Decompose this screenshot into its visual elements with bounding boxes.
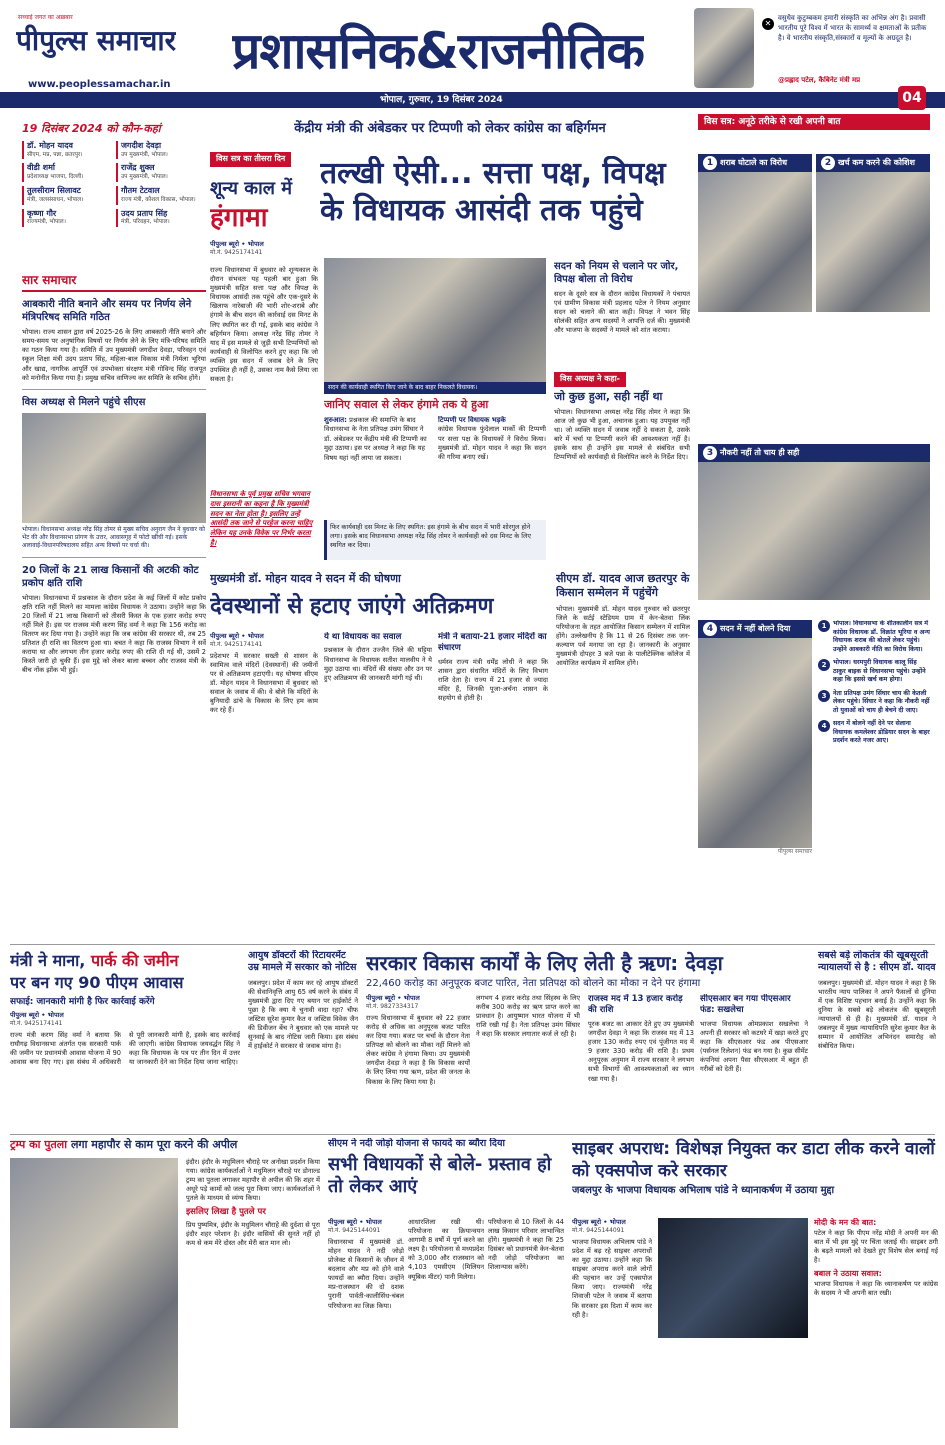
calendar-place: राज्यमंत्री, भोपाल।: [27, 219, 66, 226]
calendar-entry: [22, 163, 112, 182]
liquor-protest-photo: [698, 172, 812, 312]
photo-1-title: शराब घोटाले का विरोध: [720, 158, 788, 167]
loan-byline: पीपुल्स ब्यूरो • भोपाल: [366, 994, 420, 1002]
calendar-entry: [116, 186, 206, 205]
farmers-story: [556, 572, 690, 912]
farmers-headline: सीएम डॉ. यादव आज छतरपुर के किसान सम्मेलन में पहुंचेंगे: [556, 572, 690, 600]
saar-title: सार समाचार: [22, 272, 206, 292]
assembly-photo-caption: सदन की कार्यवाही स्थगित किए जाने के बाद बाहर निकलते विधायक।: [324, 382, 546, 394]
trump-headline-b: लगा महापौर से काम पूरा करने की अपील: [70, 1138, 238, 1151]
quote-author: @प्रह्लाद पटेल, कैबिनेट मंत्री मप्र: [778, 76, 861, 84]
temples-m-title: मंत्री ने बताया-21 हजार मंदिरों का संधारण: [438, 632, 547, 654]
rivers-headline: सभी विधायकों से बोले- प्रस्ताव हो तो लेकर आएं: [328, 1153, 552, 1198]
adjourn-box: फिर कार्यवाही दस मिनट के लिए स्थगित: इस हंगामे के बीच सदन में भारी शोरगुल होने लगा। इसके बाद विधानसभा अध्यक्ष नरेंद्र सिंह तोमर ने कार्यवाही को दस मिनट के लिए स्थगित कर दिया।: [324, 520, 546, 560]
photo-3: [698, 444, 930, 604]
calendar-entry: [22, 141, 112, 160]
side-col: [554, 260, 690, 560]
cji-headline: सबसे बड़े लोकतंत्र की खूबसूरती न्यायालयों से है : सीएम डॉ. यादव: [818, 950, 936, 974]
saar-headline-3: 20 जिलों के 21 लाख किसानों की अटकी कोट प्रकोप क्षति राशि: [22, 564, 199, 589]
calendar-title: 19 दिसंबर 2024 को कौन-कहां: [22, 122, 161, 135]
photo-credit: पीपुल्स समाचार: [777, 848, 812, 855]
cyber-side-title: मोदी के मन की बात:: [814, 1218, 877, 1227]
photo-3-title: नौकरी नहीं तो चाय ही सही: [720, 448, 800, 457]
top-body-copy: राज्य विधानसभा में बुधवार को शून्यकाल के दौरान संभवतः यह पहली बार हुआ कि मुख्यमंत्री सहित सत्ता पक्ष और विपक्ष के विधायक आसंदी तक पहुंचे और एक-दूसरे के खिलाफ नारेबाजी की भारी शोर-शराबे और हंगामे के बीच सदन की कार्रवाई दस मिनट के लिए स्थगित कर दी गई, इसके बाद कांग्रेस ने बहिर्गमन किया। अध्यक्ष नरेंद्र सिंह तोमर ने याद में इस मामले से जुड़ी सभी टिप्पणियों को कार्यवाही से विलोपित करने हुए कहा कि जो व्यक्ति इस सदन में जवाब देने के लिए उपस्थित ही नहीं है, उसका नाम कैसे लिया जा सकता है।: [210, 266, 318, 384]
number-4-icon: 4: [703, 622, 717, 636]
park-h1a: मंत्री ने माना,: [10, 951, 86, 970]
dateline: भोपाल, गुरुवार, 19 दिसंबर 2024: [380, 95, 503, 105]
label-small: विस सत्र का तीसरा दिन: [210, 152, 291, 167]
cji-story: [818, 950, 936, 1130]
photo-note: [818, 659, 930, 685]
speaker-box: [554, 372, 690, 462]
photo-2: [816, 154, 930, 314]
temples-kicker: मुख्यमंत्री डॉ. मोहन यादव ने सदन में की घोषणा: [210, 572, 401, 585]
calendar-entry: [22, 186, 112, 205]
ayush-story: [248, 950, 358, 1130]
masthead-logo[interactable]: पीपुल्स समाचार: [16, 24, 177, 57]
cyber-byline: पीपुल्स ब्यूरो • भोपाल: [572, 1218, 626, 1226]
rivers-col3: परियोजना से 10 जिलों के 44 लाख किसान परिवार लाभान्वित होंगे। मुख्यमंत्री ने कहा कि 25 दिसंबर को प्रधानमंत्री केन-बेतवा नदी जोड़ो परियोजना का शिलान्यास करेंगे।: [488, 1218, 564, 1272]
sub-right-title: टिप्पणी पर विधायक भड़के: [438, 416, 506, 424]
calendar-place: राज्य मंत्री, कौशल विकास, भोपाल।: [121, 196, 196, 203]
cyber-side-body2: भाजपा विधायक ने कहा कि ध्यानाकर्षण पर कांग्रेस के सदस्य ने भी अपनी बात रखी।: [814, 1279, 938, 1298]
website-link[interactable]: www.peoplessamachar.in: [28, 79, 171, 90]
photo-1: [698, 154, 812, 314]
top-kicker: केंद्रीय मंत्री की अंबेडकर पर टिप्पणी को लेकर कांग्रेस का बहिर्गमन: [294, 121, 606, 136]
calendar-entry: [116, 209, 206, 228]
cyber-side-body: पटेल ने कहा कि पीएम नरेंद्र मोदी ने अपनी मन की बात में भी इस मुद्दे पर चिंता जताई थी। साइबर ठगी के बढ़ते मामलों को देखते हुए विशेष सेल बनाई गई है।: [814, 1228, 938, 1265]
loan-box2: [700, 994, 808, 1075]
minister-portrait: [694, 8, 754, 88]
photo-notes: [818, 620, 930, 880]
calendar-grid: [22, 141, 206, 227]
speaker-box-title: विस अध्यक्ष ने कहा-: [554, 372, 626, 387]
trump-body: इंदौर। इंदौर के मधुमिलन चौराहे पर अनोखा प्रदर्शन किया गया। कांग्रेस कार्यकर्ताओं ने मधुमिलन चौराहे पर डोनाल्ड ट्रम्प का पुतला लगाकर महापौर से अपील की कि शहर में अधूरे पड़े कामों को जल्द पूरा किया जाए। कार्यकर्ताओं ने पुतले के माध्यम से व्यंग्य किया।: [186, 1158, 320, 1203]
photo-note: [818, 690, 930, 716]
calendar-place: सीएम, मप्र, पन्ना, छतरपुर।: [27, 151, 83, 158]
temples-m-body: धर्मस्व राज्य मंत्री धर्मेंद्र लोधी ने कहा कि शासन द्वारा संधारित मंदिरों के लिए विभाग राशि देता है। राज्य में 21 हजार से ज्यादा मंदिर हैं, जिनकी पूजा-अर्चना शासन के सहयोग से होती है।: [438, 657, 548, 703]
sub-left: [324, 416, 432, 516]
cji-body: जबलपुर। मुख्यमंत्री डॉ. मोहन यादव ने कहा है कि भारतीय न्याय पालिका ने अपने फैसलों से दुनिया में एक विशिष्ट पहचान बनाई है। उन्होंने कहा कि दुनिया के सबसे बड़े लोकतंत्र की खूबसूरती न्यायालयों से ही है। मुख्यमंत्री डॉ. यादव ने जबलपुर में मुख्य न्यायाधिपति सुरेश कुमार कैत के सम्मान में आयोजित अभिनंदन समारोह को संबोधित किया।: [818, 978, 936, 1051]
park-h2: पर बन गए 90 पीएम आवास: [10, 972, 184, 992]
cyber-mobile: मो.नं. 9425144091: [572, 1226, 625, 1234]
assembly-photo: [324, 258, 546, 382]
sub-headline: जानिए सवाल से लेकर हंगामे तक ये हुआ: [324, 398, 489, 411]
loan-story: [366, 950, 810, 1130]
loan-box2-body: भाजपा विधायक ओमप्रकाश सखलेचा ने अपनी ही सरकार को कटघरे में खड़ा करते हुए कहा कि सीएसआर फंड अब पीएसआर (पर्सनल रिलेशन) फंड बन गया है। कुछ सीमेंट कंपनियां अपना पैसा सीएसआर में बहुत ही गरीबों को देती हैं।: [700, 1019, 808, 1074]
calendar-name: राजेंद्र शुक्ल: [121, 163, 155, 173]
saar-photo-caption: भोपाल। विधानसभा अध्यक्ष नरेंद्र सिंह तोमर से मुख्य सचिव अनुराग जैन ने बुधवार को भेंट की और विधानसभा प्रांगण के उत्तर, आवासगृह में फोटो खींची गई। इसके अलावाई-विधानपरिषदालय सहित अन्य विषयों पर चर्चा की।: [22, 526, 205, 550]
saar-body-1: भोपाल। राज्य शासन द्वारा वर्ष 2025-26 के लिए आबकारी नीति बनाने और समय-समय पर अनुषांगिक विषयों पर निर्णय लेने के लिए मंत्रि-परिषद समिति का गठन किया गया है। समिति में उप मुख्यमंत्री जगदीश देवड़ा, परिवहन एवं स्कूल शिक्षा मंत्री उदय प्रताप सिंह, महिला-बाल विकास मंत्री निर्मला भूरिया और खाद्य, नागरिक आपूर्ति एवं उपभोक्ता संरक्षण मंत्री गोविन्द सिंह राजपूत को मनोनीत किया गया है। प्रमुख सचिव वाणिज्य कर समिति के सचिव होंगे।: [22, 328, 206, 382]
rivers-mobile: मो.नं. 9425144091: [328, 1226, 381, 1234]
trump-effigy-photo: [10, 1158, 178, 1428]
trump-h2: इसलिए लिखा है पुतले पर: [186, 1207, 266, 1218]
section-title: प्रशासनिक&राजनीतिक: [232, 22, 644, 80]
page-number: 04: [898, 86, 926, 110]
label-big1: शून्य काल में: [210, 177, 292, 199]
loan-box1: [588, 994, 694, 1084]
number-2-icon: 2: [821, 156, 835, 170]
temples-headline: देवस्थानों से हटाए जाएंगे अतिक्रमण: [210, 594, 494, 619]
label-big2: हंगामा: [210, 203, 268, 234]
calendar-box: [22, 122, 206, 264]
photo-2-label: [816, 154, 930, 172]
sub-right: [438, 416, 546, 516]
calendar-place: उप मुख्यमंत्री, भोपाल।: [121, 151, 168, 158]
loan-headline: सरकार विकास कार्यों के लिए लेती है ऋण: देवड़ा: [366, 951, 723, 975]
calendar-name: तुलसीराम सिलावट: [27, 186, 81, 196]
dateline-bar: [0, 92, 945, 108]
side-headline: सदन को नियम से चलाने पर जोर, विपक्ष बोला तो विरोध: [554, 261, 679, 285]
notes-list: [818, 620, 930, 746]
photo-3-label: [698, 444, 930, 462]
speaker-box-headline: जो कुछ हुआ, सही नहीं था: [554, 389, 663, 403]
rivers-kicker: सीएम ने नदी जोड़ो योजना से फायदे का ब्यौरा दिया: [328, 1138, 505, 1149]
loan-box1-title: राजस्व मद में 13 हजार करोड़ की राशि: [588, 994, 683, 1016]
loan-sub: 22,460 करोड़ का अनुपूरक बजट पारित, नेता प्रतिपक्ष को बोलने का मौका न देने पर हंगामा: [366, 978, 701, 989]
top-mobile: मो.नं. 9425174141: [210, 248, 263, 256]
temples-col2: [324, 632, 432, 942]
masthead-tagline: सच्चाई जगत का अख़बार: [18, 14, 73, 21]
calendar-name: डॉ. मोहन यादव: [27, 140, 73, 150]
calendar-entry: [116, 163, 206, 182]
rivers-story: [328, 1138, 564, 1438]
farmers-body: भोपाल। मुख्यमंत्री डॉ. मोहन यादव गुरुवार को छतरपुर जिले के सर्टई स्टेडियम ग्राम में केन-बेतवा लिंक परियोजना के तहत आयोजित किसान सम्मेलन में शामिल होंगे। उल्लेखनीय है कि 11 से 26 दिसंबर तक जन-कल्याण पर्व मनाया जा रहा है। जानकारी के अनुसार मुख्यमंत्री दोपहर 3 बजे पन्ना के पालीटेक्निक कॉलेज में आयोजित कार्यक्रम में शामिल होंगे।: [556, 604, 690, 668]
calendar-place: मंत्री, जलसंसाधन, भोपाल।: [27, 196, 84, 203]
bike-photo: [816, 172, 930, 312]
park-story: [10, 950, 240, 1130]
side-body: सदन के दूसरे सत्र के दौरान कांग्रेस विधायकों ने पंचायत एवं ग्रामीण विकास मंत्री प्रहलाद पटेल ने नियम अनुसार सदन को चलाने की बात कही। विपक्ष ने भवन सिंह सोलंकी सहित अन्य सदस्यों ने आपत्ति दर्ज की। मुख्यमंत्री और भाजपा के सदस्यों ने मामले को शांत कराया।: [554, 290, 690, 335]
calendar-place: उप मुख्यमंत्री, भोपाल।: [121, 174, 168, 181]
loan-box2-title: सीएसआर बन गया पीएसआर फंड: सखलेचा: [700, 994, 791, 1016]
saar-headline-1: आबकारी नीति बनाने और समय पर निर्णय लेने मंत्रिपरिषद समिति गठित: [22, 299, 192, 324]
photo-1-label: [698, 154, 812, 172]
loan-col2: लगभग 4 हजार करोड़ तथा सिंहस्थ के लिए करीब 300 करोड़ का ऋण प्राप्त करने का प्रावधान है। आयुष्मान भारत योजना में भी राशि रखी गई है। नेता प्रतिपक्ष उमंग सिंघार ने कहा कि सरकार लगातार कर्ज ले रही है।: [476, 994, 580, 1039]
photo-4: [698, 620, 812, 880]
note-text: भोपाल। धरमपुरी विधायक कालू सिंह ठाकुर बाइक से विधानसभा पहुंचे। उन्होंने कहा कि इससे खर्च कम होगा।: [833, 659, 926, 683]
cyber-side: [814, 1218, 938, 1438]
label-box: [210, 152, 314, 262]
calendar-name: जगदीश देवड़ा: [121, 140, 162, 150]
loan-mobile: मो.नं. 9827334317: [366, 1002, 419, 1010]
quote-text: वसुधैव कुटुम्बकम हमारी संस्कृति का अभिन्न अंग है। प्रवासी भारतीय पूरे विश्व में भारत के सामर्थ्य व क्षमताओं के प्रतीक है। वे भारतीय संस्कृति,संस्कारों व मूल्यों के अग्रदूत है।: [778, 14, 927, 42]
park-byline: पीपुल्स ब्यूरो • भोपाल: [10, 1011, 64, 1020]
photo-note: [818, 620, 930, 654]
cyber-sub: जबलपुर के भाजपा विधायक अभिलाष पांडे ने ध्यानाकर्षण में उठाया मुद्दा: [572, 1185, 835, 1197]
temples-body: प्रदेशभर में सरकार सख्ती से शासन के स्वामित्व वाले मंदिरों (देवस्थानों) की जमीनों पर से अतिक्रमण हटाएगी। यह घोषणा सीएम डॉ. मोहन यादव ने विधानसभा में बुधवार को सवाल के जवाब में की। वे बोले कि मंदिरों के बुनियादी ढांचे के विकास के लिए हम काम कर रहे हैं।: [210, 651, 318, 715]
calendar-name: कृष्णा गौर: [27, 208, 57, 218]
trump-story: [10, 1138, 320, 1438]
ayush-body: जबलपुर। प्रदेश में काम कर रहे आयुष डॉक्टरों की सेवानिवृत्ति आयु 65 वर्ष करने के संबंध में मुख्यमंत्री द्वारा दिए गए बयान पर हाईकोर्ट ने पूछा है कि क्या ये चुनावी वादा रहा? चीफ जस्टिस सुरेश कुमार कैत व जस्टिस विवेक जैन की डिवीजन बेंच ने बुधवार को एक मामले पर सुनवाई के बाद नोटिस जारी किया। इस संबंध में हाईकोर्ट ने सरकार से जवाब मांगा है।: [248, 978, 358, 1051]
saar-headline-2: विस अध्यक्ष से मिलने पहुंचे सीएस: [22, 396, 146, 408]
number-1-icon: 1: [703, 156, 717, 170]
cyber-headline: साइबर अपराध: विशेषज्ञ नियुक्त कर डाटा लीक करने वालों को एक्सपोज करे सरकार: [572, 1139, 935, 1182]
photo-4-label: [698, 620, 812, 638]
rivers-body: विधानसभा में मुख्यमंत्री डॉ. मोहन यादव ने नदी जोड़ो प्रोजेक्ट से किसानों के जीवन में बदलाव और मप्र को होने वाले फायदों का ब्यौरा दिया। उन्होंने मप्र-राजस्थान की दो दशक पुरानी पार्वती-कालीसिंध-चंबल परियोजना का जिक्र किया।: [328, 1237, 404, 1310]
cyber-body: भाजपा विधायक अभिलाष पांडे ने प्रदेश में बढ़ रहे साइबर अपराधों का मुद्दा उठाया। उन्होंने कहा कि साइबर अपराध करने वाले लोगों की पहचान कर उन्हें एक्सपोज किया जाए। राज्यमंत्री नरेंद्र शिवाजी पटेल ने जवाब में बताया कि सरकार इस दिशा में काम कर रही है।: [572, 1237, 652, 1319]
ayush-headline: आयुष डॉक्टरों की रिटायरमेंट उम्र मामले में सरकार को नोटिस: [248, 950, 357, 974]
photo-column: [698, 114, 930, 932]
temples-mobile: मो.नं. 9425174141: [210, 640, 263, 648]
note-number-icon: 4: [818, 720, 830, 732]
trump-body2: प्रिय पुष्यमित्र, इंदौर के मधुमिलन चौराहे की दुर्दशा से पूरा इंदौर शहर परेशान है। इंदौर वासियों की सुनते नहीं हो कम से कम मेरे दोस्त और मेरी बात मान लो।: [186, 1220, 320, 1248]
trump-headline-a: ट्रम्प का पुतला: [10, 1138, 68, 1151]
temples-col1: [210, 632, 318, 942]
masthead: [0, 0, 945, 116]
top-byline: पीपुल्स ब्यूरो • भोपाल: [210, 240, 264, 249]
calendar-place: मंत्री, परिवहन, भोपाल।: [121, 219, 170, 226]
sub-left-title: शुरुआत:: [324, 416, 347, 424]
note-text: सदन में बोलने नहीं देने पर सेलाना विधायक कमलेश्वर डोडियार सदन के बाहर प्रदर्शन करते नजर आए।: [833, 720, 930, 744]
rivers-byline: पीपुल्स ब्यूरो • भोपाल: [328, 1218, 382, 1226]
speaker-box-body: भोपाल। विधानसभा अध्यक्ष नरेंद्र सिंह तोमर ने कहा कि आज जो कुछ भी हुआ, अचानक हुआ। यह उपयुक्त नहीं था। जो व्यक्ति सदन में जवाब नहीं दे सकता है, उसके बारे में चर्चा या टिप्पणी करने की आवश्यकता नहीं है। इसके साथ ही उन्होंने इस मामले से संबंधित सभी टिप्पणियों को कार्यवाही से विलोपित करने के निर्देश दिए।: [554, 407, 690, 462]
sub-left-body: प्रश्नकाल की समाप्ति के बाद विधानसभा के नेता प्रतिपक्ष उमंग सिंघार ने डॉ. अंबेडकर पर केंद्रीय मंत्री की टिप्पणी का मुद्दा उठाया। इस पर अध्यक्ष ने कहा कि यह विषय यहां नहीं लाया जा सकता।: [324, 416, 427, 462]
number-3-icon: 3: [703, 446, 717, 460]
note-number-icon: 1: [818, 620, 830, 632]
sub-right-body: कांग्रेस विधायक फुंदेलाल मार्को की टिप्पणी पर सत्ता पक्ष के विधायकों ने विरोध किया। मुख्यमंत्री डॉ. मोहन यादव ने कहा कि सदन की गरिमा बनाए रखें।: [438, 425, 546, 461]
calendar-entry: [22, 209, 112, 228]
pull-quote: विधानसभा के पूर्व प्रमुख सचिव भगवान दास इसरानी का कहना है कि मुख्यमंत्री सदन का नेता होता है। इसलिए उन्हें आसंदी तक जाने से परहेज करना चाहिए लेकिन यह उनके विवेक पर निर्भर करता है।: [210, 490, 313, 547]
photo-4-title: सदन में नहीं बोलने दिया: [720, 624, 791, 633]
cyber-side-title2: बबाल ने उठाया सवाल:: [814, 1269, 882, 1279]
protest-sign-photo: [698, 638, 812, 848]
top-headline: तल्खी ऐसी... सत्ता पक्ष, विपक्ष के विधायक आसंदी तक पहुंचे: [320, 156, 666, 228]
temples-col3: [438, 632, 548, 942]
park-body: राज्य मंत्री करण सिंह वर्मा ने बताया कि राघौगढ़ विधानसभा अंतर्गत एक सरकारी पार्क की जमीन पर प्रधानमंत्री आवास योजना में 90 आवास बना दिए गए। इस संबंध में अधिकारी से पूरी जानकारी मांगी है, इसके बाद कार्रवाई की जाएगी। कांग्रेस विधायक जयवर्द्धन सिंह ने कहा कि विधायक के पत्र पर तीन दिन में उत्तर या जानकारी देने का निर्देश दिया जाना चाहिए।: [10, 1031, 240, 1067]
photo-note: [818, 720, 930, 746]
note-text: नेता प्रतिपक्ष उमंग सिंघार चाय की केतली लेकर पहुंचे। सिंघार ने कहा कि नौकरी नहीं तो युवाओं को चाय ही बेचने दी जाए।: [833, 689, 930, 714]
calendar-name: गौतम टेटवाल: [121, 186, 160, 196]
photo-2-title: खर्च कम करने की कोशिश: [838, 158, 915, 167]
x-icon[interactable]: ✕: [762, 18, 774, 30]
cyber-story: [572, 1138, 938, 1438]
loan-body: राज्य विधानसभा में बुधवार को 22 हजार करोड़ से अधिक का अनुपूरक बजट पारित कर दिया गया। बजट पर चर्चा के दौरान नेता प्रतिपक्ष को बोलने का मौका नहीं मिलने को लेकर कांग्रेस ने हंगामा किया। उप मुख्यमंत्री जगदीश देवड़ा ने कहा है कि विकास कार्यों के लिए लिया गया ऋण, प्रदेश की जनता के विकास के लिए किया गया है।: [366, 1013, 470, 1086]
park-mobile: मो.नं. 9425174141: [10, 1020, 63, 1028]
loan-box1-body: पूरक बजट का आकार देते हुए उप मुख्यमंत्री जगदीश देवड़ा ने कहा कि राजस्व मद में 13 हजार 130 करोड़ रुपए एवं पूंजीगत मद में 9 हजार 330 करोड़ की राशि है। प्रथम अनुपूरक अनुमान में राज्य सरकार ने लगभग सभी विभागों की आवश्यकताओं का ध्यान रखा गया है।: [588, 1019, 694, 1083]
temples-q-title: ये था विधायक का सवाल: [324, 632, 402, 642]
calendar-entry: [116, 141, 206, 160]
saar-body-3: भोपाल। विधानसभा में प्रश्नकाल के दौरान प्रदेश के कई जिलों में कोट प्रकोप क्षति राशि नहीं मिलने का मामला कांग्रेस विधायक ने उठाया। उन्होंने कहा कि 20 जिलों में 21 लाख किसानों को तीसरी किस्त के एक हजार करोड़ रुपए नहीं मिले हैं। इस पर राजस्व मंत्री करण सिंह वर्मा ने कहा कि 156 करोड़ का वितरण कर दिया गया है। उन्होंने कहा कि जब कांग्रेस की सरकार थी, तब 25 प्रतिशत ही राशि का वितरण हुआ था। बचत ने कहा कि राजस्व विभाग ने सर्वे कराया था और लगभग तीन हजार करोड़ रुपए की राशि दी गई थी, उसमें 2 किस्तें जारी हो चुकी हैं। इस मुद्दे को लेकर बाला बच्चन और राजस्व मंत्री के बीच नोंक झोंक भी हुई।: [22, 593, 206, 675]
photo-col-tag: विस सत्र: अनूठे तरीके से रखी अपनी बात: [698, 114, 930, 130]
calendar-name: वीडी शर्मा: [27, 163, 55, 173]
note-text: भोपाल। विधानसभा के शीतकालीन सत्र में कांग्रेस विधायक डॉ. विक्रांत भूरिया व अन्य विधायक शराब की बोतलें लेकर पहुंचे। उन्होंने आबकारी नीति का विरोध किया।: [833, 620, 930, 653]
calendar-name: उदय प्रताप सिंह: [121, 208, 168, 218]
temples-byline: पीपुल्स ब्यूरो • भोपाल: [210, 632, 264, 640]
temples-q-body: प्रश्नकाल के दौरान उज्जैन जिले की घट्टिया विधानसभा के विधायक सतीश मालवीय ने ये मुद्दा उठाया था। मंदिरों की संख्या और उन पर हुए अतिक्रमण की जानकारी मांगी गई थी।: [324, 646, 432, 682]
hacker-photo: [658, 1218, 808, 1338]
calendar-place: प्रदेशाध्यक्ष भाजपा, दिल्ली।: [27, 174, 84, 181]
rivers-col2: आधारशिला रखी थी। परियोजना का क्रियान्वयन आगामी 8 वर्षों में पूर्ण करने का लक्ष्य है। परियोजना से मध्यप्रदेश को 3,000 और राजस्थान को 4,103 एमसीएम (मिलियन क्यूबिक मीटर) पानी मिलेगा।: [408, 1218, 484, 1281]
park-h1b: पार्क की जमीन: [90, 951, 179, 970]
note-number-icon: 2: [818, 659, 830, 671]
cs-meeting-photo: [22, 413, 206, 523]
note-number-icon: 3: [818, 690, 830, 702]
tea-protest-photo: [698, 462, 930, 600]
park-sub: सफाई: जानकारी मांगी है फिर कार्रवाई करेंगे: [10, 997, 155, 1008]
